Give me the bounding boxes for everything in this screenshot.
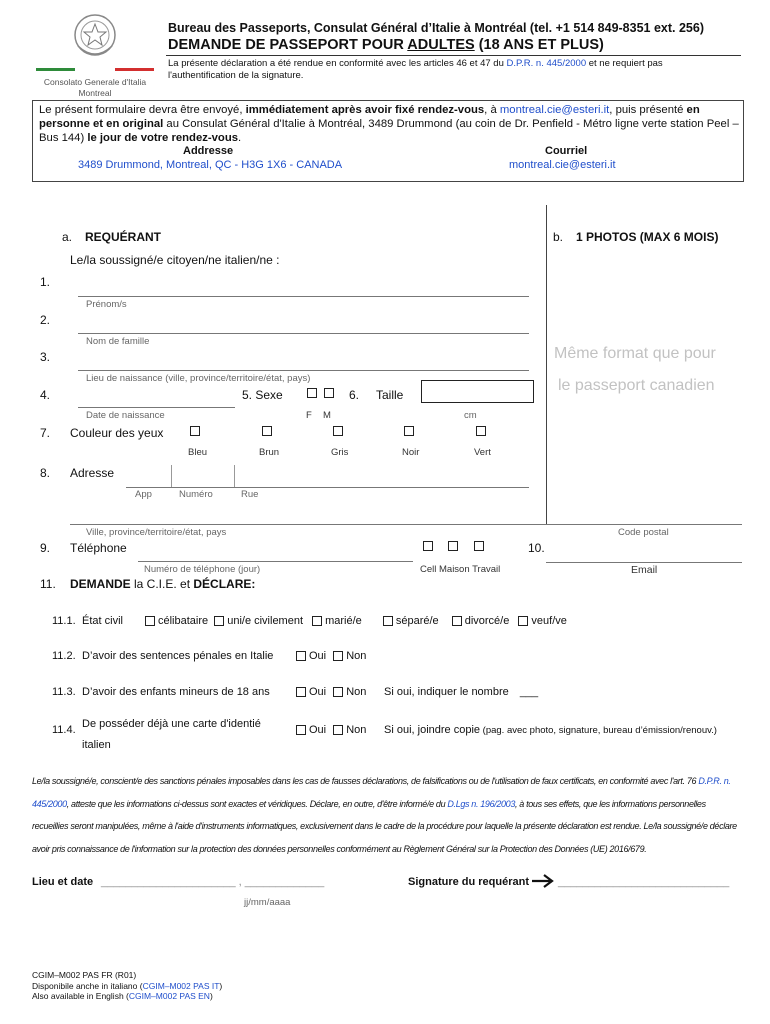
footer-it-link[interactable]: CGIM–M002 PAS IT [142,980,220,991]
couleur-yeux-label: Couleur des yeux [70,426,164,440]
address-value: 3489 Drummond, Montreal, QC - H3G 1X6 - CANADA [78,159,343,171]
section-a-marker: a. [62,230,73,244]
num-4: 4. [40,388,51,402]
dpr-link[interactable]: D.P.R. n. 445/2000 [506,58,587,69]
r2-oui[interactable]: Oui [296,650,326,662]
sexe-f-label: F [306,410,312,421]
adresse-label: Adresse [70,466,115,480]
footer-it: Disponibile anche in italiano (CGIM–M002 PAS IT) [32,980,223,991]
address-line[interactable] [126,487,529,488]
footer-en: Also available in English (CGIM–M002 PAS EN) [32,991,213,1001]
cm-label: cm [464,410,477,421]
emblem-icon [70,8,120,63]
r3-options [296,686,366,698]
code-postal-label: Code postal [618,527,669,538]
ville-label: Ville, province/territoire/état, pays [86,527,227,538]
email-value[interactable]: montreal.cie@esteri.it [509,159,616,171]
arrow-right-icon [532,874,556,893]
sexe-f-checkbox[interactable] [307,388,317,398]
eye-noir-label: Noir [402,447,420,458]
rue-label: Rue [241,489,259,500]
nom-label: Nom de famille [86,336,150,347]
form-code: CGIM–M002 PAS FR (R01) [32,970,137,980]
photo-note-line1: Même format que pour [554,345,716,362]
telephone-field[interactable] [138,561,413,562]
nom-field[interactable] [78,333,529,334]
lieu-naissance-field[interactable] [78,370,529,371]
num-1: 1. [40,275,51,289]
footer [32,970,222,1002]
r2-options [296,650,366,662]
num-9: 9. [40,541,51,555]
date-naissance-field[interactable] [78,407,235,408]
email-field[interactable] [546,562,742,563]
tel-jour-label: Numéro de téléphone (jour) [144,564,261,575]
bureau-line: Bureau des Passeports, Consulat Général d’Italie à Montréal (tel. +1 514 849-8351 ext. 256) [168,21,704,35]
etat-separe[interactable]: séparé/e [383,615,439,627]
email-field-label: Email [631,564,658,576]
page-title: DEMANDE DE PASSEPORT POUR ADULTES (18 ANS ET PLUS) [168,37,604,53]
etat-marie[interactable]: marié/e [312,615,362,627]
num-8: 8. [40,466,51,480]
num-6: 6. [349,388,360,402]
numero-label: Numéro [179,489,213,500]
info-email-link[interactable]: montreal.cie@esteri.it [499,104,610,116]
eye-gris-label: Gris [331,447,349,458]
tel-cell-checkbox[interactable] [423,541,433,551]
eye-noir-checkbox[interactable] [404,426,414,436]
lieu-naissance-label: Lieu de naissance (ville, province/territoire/état, pays) [86,373,311,384]
eye-bleu-label: Bleu [188,447,208,458]
num-3: 3. [40,350,51,364]
requerant-intro: Le/la soussigné/e citoyen/ne italien/ne : [70,253,280,267]
etat-civil-label: État civil [82,615,123,627]
etat-celibataire[interactable]: célibataire [145,615,208,627]
num-7: 7. [40,426,51,440]
etat-civil-options [145,615,567,627]
section-b-marker: b. [553,230,564,244]
r2-label: D’avoir des sentences pénales en Italie [82,650,274,662]
header-note: La présente déclaration a été rendue en conformité avec les articles 46 et 47 du D.P.R. n. 445/2000 et ne requiert pas l'authentification de la signature. [168,58,663,81]
r3-num: 11.3. [52,686,76,698]
eye-gris-checkbox[interactable] [333,426,343,436]
taille-input[interactable] [421,380,534,403]
eye-bleu-checkbox[interactable] [190,426,200,436]
consulate-name: Consolato Generale d'Italia Montreal [43,77,147,98]
lieu-date-label: Lieu et date [32,876,94,888]
address-label: Addresse [183,145,234,157]
r3-label: D’avoir des enfants mineurs de 18 ans [82,686,270,698]
info-text: Le présent formulaire devra être envoyé, immédiatement après avoir fixé rendez-vous, à montreal.cie@esteri.it, puis présenté en personne et en original au Consulat Général d'Italie à Montréal, 3489 Drummond (au coin de Dr. Penfield - Métro ligne verte station Peel – Bus 144) le jour de votre rendez-vous. [39,104,739,144]
etat-uni[interactable]: uni/e civilement [214,615,303,627]
date-naissance-label: Date de naissance [86,410,165,421]
sexe-m-label: M [323,410,331,421]
r2-num: 11.2. [52,650,76,662]
num-2: 2. [40,313,51,327]
tel-maison-checkbox[interactable] [448,541,458,551]
eye-vert-label: Vert [474,447,491,458]
legal-dpr-link[interactable]: D.P.R. n. 445/2000 [32,776,731,809]
prenom-label: Prénom/s [86,299,127,310]
italian-flag-bar [36,68,154,71]
eye-brun-checkbox[interactable] [262,426,272,436]
sexe-m-checkbox[interactable] [324,388,334,398]
signature-label: Signature du requérant [408,876,530,888]
r4-label: De posséder déjà une carte d'identié italien [82,718,261,751]
section-a-title: REQUÉRANT [85,230,162,244]
r2-non[interactable]: Non [333,650,366,662]
address-sep-2 [234,465,235,487]
telephone-label: Téléphone [70,541,127,555]
etat-divorce[interactable]: divorcé/e [452,615,510,627]
footer-en-link[interactable]: CGIM–M002 PAS EN [128,991,210,1001]
r4-non[interactable]: Non [333,724,366,736]
date-format-hint: jj/mm/aaaa [244,897,291,908]
num-11: 11. [40,577,56,591]
r3-extra: Si oui, indiquer le nombre ___ [384,686,539,698]
r3-oui[interactable]: Oui [296,686,326,698]
app-label: App [135,489,152,500]
r4-options [296,724,366,736]
legal-text: Le/la soussigné/e, conscient/e des sanctions pénales imposables dans les cas de fausses déclarations, de falsifications ou de l'utilisation de faux certificats, en conformité avec l'art. 76 D.P.R. n. 445/2000, atteste que les informations ci-dessus sont exactes et véridiques. Déclare, en outre, d'être informé/e du D.Lgs n. 196/2003, à tous ses effets, que les informations personnelles recueillies seront manipulées, même à l'aide d'instruments informatiques, exclusivement dans le cadre de la procédure pour laquelle la présente déclaration est rendue. Le/la soussigné/e déclare avoir pris connaissance de l'information sur la protection des données personnelles conformément au Règlement Général sur la Protection des Données (UE) 2016/679. [32,776,737,854]
r4-num: 11.4. [52,724,76,736]
r3-count-field[interactable]: ___ [519,686,539,698]
signature-field[interactable]: ____________________________ [558,876,730,888]
section-b-title: 1 PHOTOS (MAX 6 MOIS) [576,230,719,244]
eye-brun-label: Brun [259,447,280,458]
photo-note-line2: le passeport canadien [558,377,715,394]
etat-veuf[interactable]: veuf/ve [518,615,566,627]
lieu-date-field[interactable]: ______________________ , _____________ [101,876,325,888]
eye-vert-checkbox[interactable] [476,426,486,436]
legal-dlgs-link[interactable]: D.Lgs n. 196/2003 [447,798,515,809]
info-box [32,100,744,182]
ville-field[interactable] [70,524,742,525]
title-rule [166,55,741,56]
demande-heading: DEMANDE la C.I.E. et DÉCLARE: [70,577,256,591]
tel-travail-checkbox[interactable] [474,541,484,551]
sexe-label: 5. Sexe [242,388,283,402]
email-label: Courriel [545,145,588,157]
tel-types-label: Cell Maison Travail [420,564,501,575]
taille-label: Taille [376,388,404,402]
r3-non[interactable]: Non [333,686,366,698]
num-10: 10. [528,541,545,555]
prenom-field[interactable] [78,296,529,297]
r4-oui[interactable]: Oui [296,724,326,736]
r4-extra: Si oui, joindre copie (pag. avec photo, signature, bureau d’émission/renouv.) [384,724,717,736]
photo-divider [546,205,547,525]
r1-num: 11.1. [52,615,76,627]
address-sep-1 [171,465,172,487]
